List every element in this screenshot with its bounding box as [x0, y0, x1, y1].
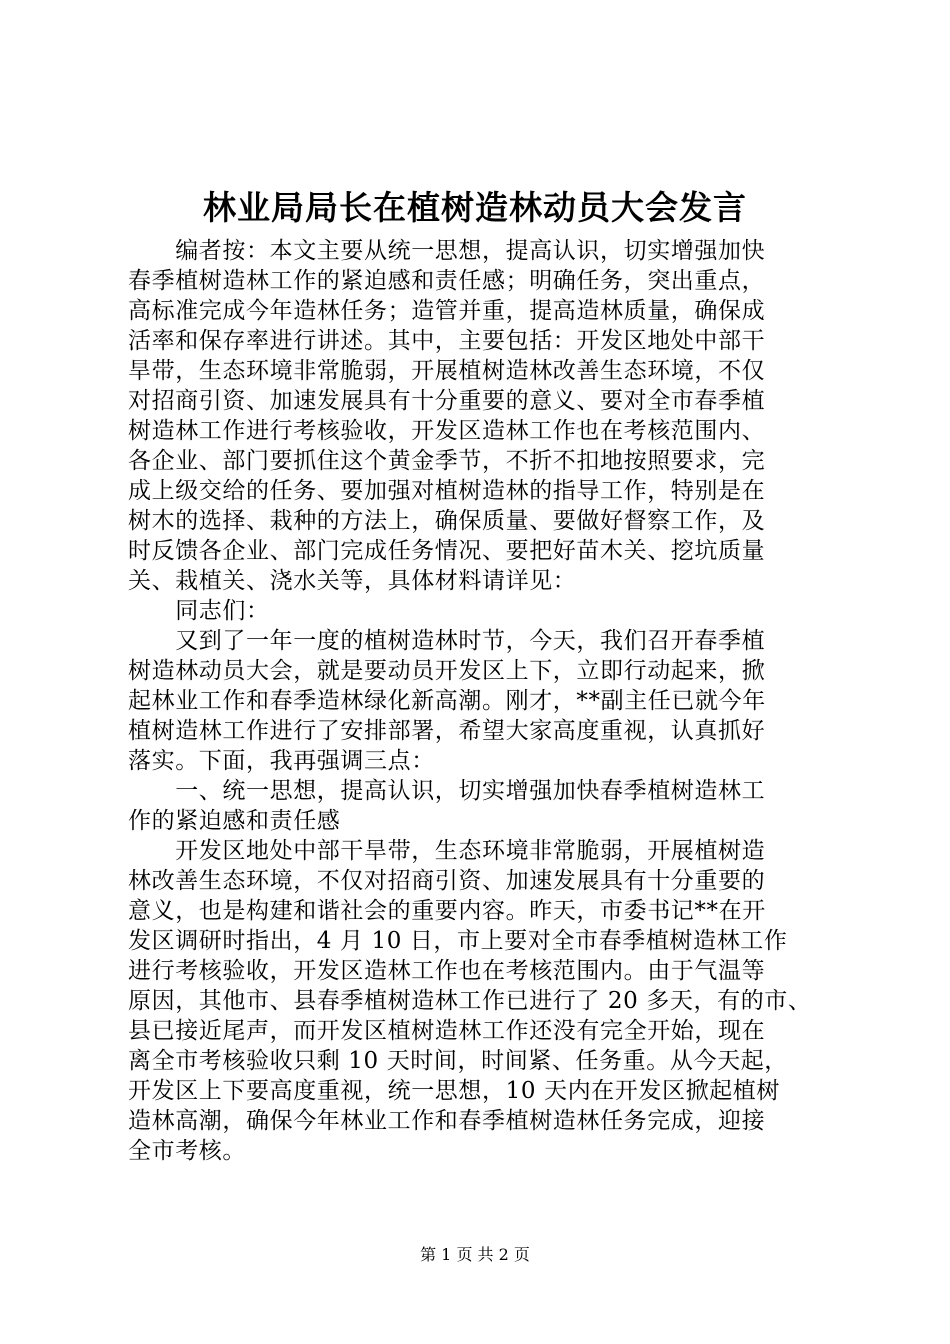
text-line: 关、栽植关、浇水关等，具体材料请详见：: [128, 568, 577, 594]
text-line: 开发区地处中部干旱带，生态环境非常脆弱，开展植树造: [128, 838, 766, 864]
text-line: 原因，其他市、县春季植树造林工作已进行了 20 多天，有的市、: [128, 988, 812, 1014]
text-line: 进行考核验收，开发区造林工作也在考核范围内。由于气温等: [128, 958, 766, 984]
section-heading-line: 一、统一思想，提高认识，切实增强加快春季植树造林工: [128, 778, 766, 804]
text-line: 发区调研时指出，4 月 10 日，市上要对全市春季植树造林工作: [128, 928, 788, 954]
section-heading-line: 作的紧迫感和责任感: [128, 808, 341, 834]
text-line: 林改善生态环境，不仅对招商引资、加速发展具有十分重要的: [128, 868, 766, 894]
text-line: 落实。下面，我再强调三点：: [128, 748, 435, 774]
text-line: 各企业、部门要抓住这个黄金季节，不折不扣地按照要求，完: [128, 448, 766, 474]
text-line: 旱带，生态环境非常脆弱，开展植树造林改善生态环境，不仅: [128, 358, 766, 384]
text-line: 起林业工作和春季造林绿化新高潮。刚才，**副主任已就今年: [128, 688, 766, 714]
text-line: 春季植树造林工作的紧迫感和责任感；明确任务，突出重点，: [128, 268, 766, 294]
text-line: 意义，也是构建和谐社会的重要内容。昨天，市委书记**在开: [128, 898, 766, 924]
text-line: 时反馈各企业、部门完成任务情况、要把好苗木关、挖坑质量: [128, 538, 766, 564]
text-line: 全市考核。: [128, 1138, 246, 1164]
text-line: 成上级交给的任务、要加强对植树造林的指导工作，特别是在: [128, 478, 766, 504]
document-body: [128, 236, 828, 1166]
text-line: 开发区上下要高度重视，统一思想，10 天内在开发区掀起植树: [128, 1078, 780, 1104]
document-title: 林业局局长在植树造林动员大会发言: [203, 188, 747, 227]
text-line: 编者按：本文主要从统一思想，提高认识，切实增强加快: [128, 238, 766, 264]
text-line: 县已接近尾声，而开发区植树造林工作还没有完全开始，现在: [128, 1018, 766, 1044]
text-line: 树造林工作进行考核验收，开发区造林工作也在考核范围内、: [128, 418, 766, 444]
page-footer: 第 1 页 共 2 页: [420, 1245, 530, 1264]
text-line: 造林高潮，确保今年林业工作和春季植树造林任务完成，迎接: [128, 1108, 766, 1134]
text-line: 树木的选择、栽种的方法上，确保质量、要做好督察工作，及: [128, 508, 766, 534]
text-line: 离全市考核验收只剩 10 天时间，时间紧、任务重。从今天起，: [128, 1048, 788, 1074]
text-line: 活率和保存率进行讲述。其中，主要包括：开发区地处中部干: [128, 328, 766, 354]
text-line: 树造林动员大会，就是要动员开发区上下，立即行动起来，掀: [128, 658, 766, 684]
salutation-line: 同志们：: [128, 598, 270, 624]
text-line: 又到了一年一度的植树造林时节，今天，我们召开春季植: [128, 628, 766, 654]
text-line: 植树造林工作进行了安排部署，希望大家高度重视，认真抓好: [128, 718, 766, 744]
text-line: 对招商引资、加速发展具有十分重要的意义、要对全市春季植: [128, 388, 766, 414]
text-line: 高标准完成今年造林任务；造管并重，提高造林质量，确保成: [128, 298, 766, 324]
